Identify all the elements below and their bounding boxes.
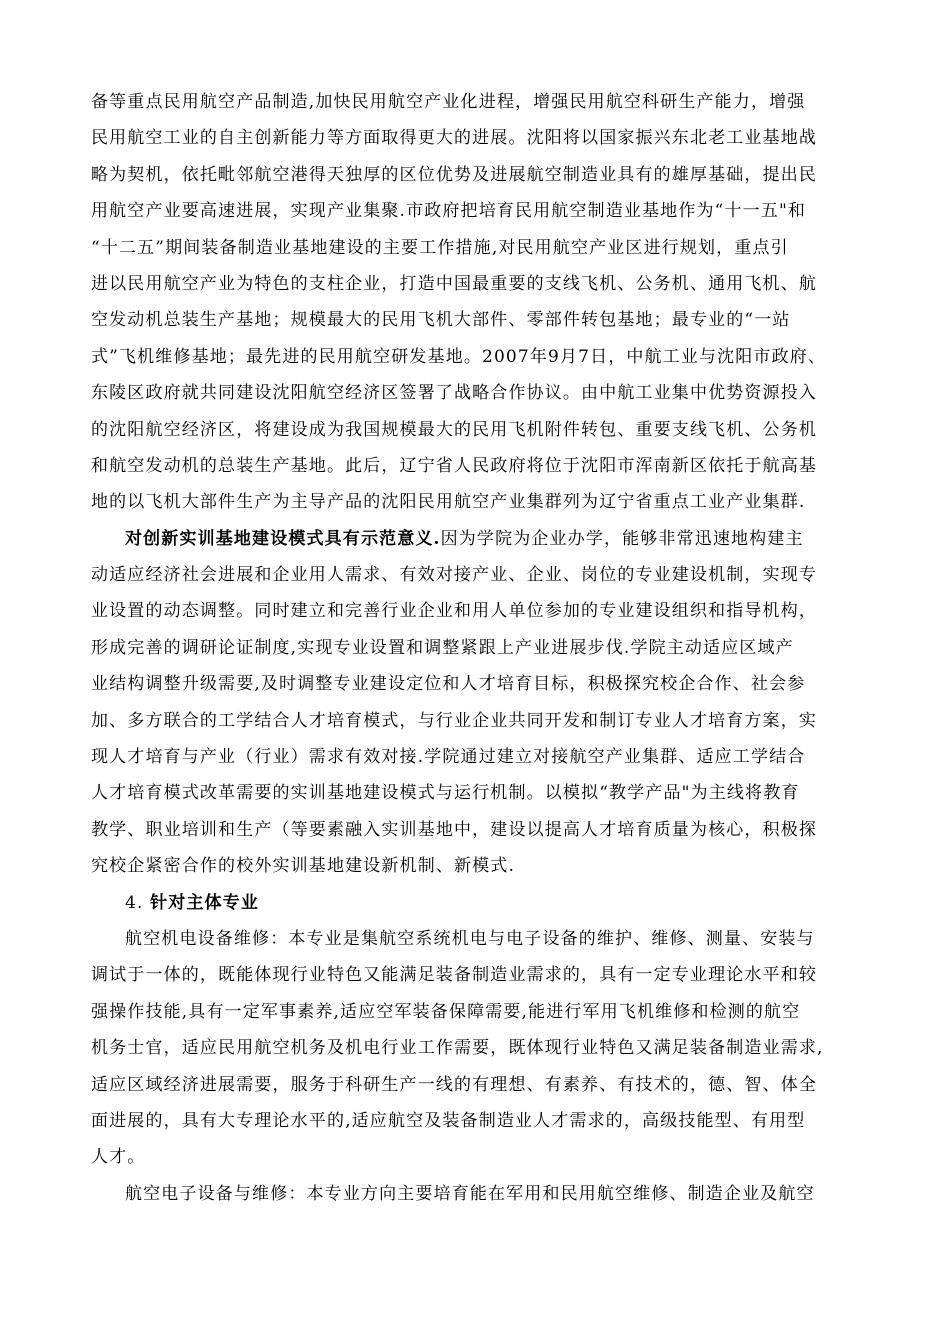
text-line: 调试于一体的，既能体现行业特色又能满足装备制造业需求的，具有一定专业理论水平和较 [91,965,817,986]
document-page [91,84,863,1212]
text-line: 式”飞机维修基地；最先进的民用航空研发基地。2007年9月7日，中航工业与沈阳市政府、 [91,346,827,367]
paragraph-heading: 对创新实训基地建设模式具有示范意义. [125,528,441,549]
text-line: 强操作技能,具有一定军事素养,适应空军装备保障需要,能进行军用飞机维修和检测的航空 [91,1001,801,1022]
text-line: 进以民用航空产业为特色的支柱企业，打造中国最重要的支线飞机、公务机、通用飞机、航 [91,273,817,294]
text-line: 业结构调整升级需要,及时调整专业建设定位和人才培育目标，积极探究校企合作、社会参 [91,674,806,695]
paragraph-civil-aviation-base [91,84,863,521]
text-line: 略为契机，依托毗邻航空港得天独厚的区位优势及进展航空制造业具有的雄厚基础，提出民 [91,164,817,185]
text-line: 空发动机总装生产基地；规模最大的民用飞机大部件、零部件转包基地；最专业的“一站 [91,310,791,331]
text-line: 现人才培育与产业（行业）需求有效对接.学院通过建立对接航空产业集群、适应工学结合 [91,747,806,768]
text-line: 地的以飞机大部件生产为主导产品的沈阳民用航空产业集群列为辽宁省重点工业产业集群. [91,492,806,513]
text-line: 机务士官，适应民用航空机务及机电行业工作需要，既体现行业特色又满足装备制造业需求, [91,1038,824,1059]
text-line: 形成完善的调研论证制度,实现专业设置和调整紧跟上产业进展步伐.学院主动适应区域产 [91,637,794,658]
text-line: 和航空发动机的总装生产基地。此后，辽宁省人民政府将位于沈阳市浑南新区依托于航高基 [91,455,817,476]
text-line: “十二五”期间装备制造业基地建设的主要工作措施,对民用航空产业区进行规划，重点引 [91,237,789,258]
paragraph-text: 因为学院为企业办学，能够非常迅速地构建主 [440,528,804,549]
paragraph-electromechanical-major [91,921,863,1176]
section-number: 4. [125,892,144,913]
text-line: 适应区域经济进展需要，服务于科研生产一线的有理想、有素养、有技术的，德、智、体全 [91,1074,817,1095]
text-line: 备等重点民用航空产品制造,加快民用航空产业化进程，增强民用航空科研生产能力，增强 [91,92,806,112]
text-line: 人才。 [91,1147,146,1168]
text-line: 航空机电设备维修：本专业是集航空系统机电与电子设备的维护、维修、测量、安装与 [125,928,815,949]
text-line: 人才培育模式改革需要的实训基地建设模式与运行机制。以模拟“教学产品"为主线将教育 [91,783,800,804]
text-line: 动适应经济社会进展和企业用人需求、有效对接产业、企业、岗位的专业建设机制，实现专 [91,565,817,586]
text-line: 航空电子设备与维修：本专业方向主要培育能在军用和民用航空维修、制造企业及航空 [125,1183,815,1204]
text-line: 教学、职业培训和生产（等要素融入实训基地中，建设以提高人才培育质量为核心，积极探 [91,819,817,840]
text-line: 民用航空工业的自主创新能力等方面取得更大的进展。沈阳将以国家振兴东北老工业基地战 [91,128,817,149]
text-line: 业设置的动态调整。同时建立和完善行业企业和用人单位参加的专业建设组织和指导机构， [91,601,817,622]
paragraph-electronic-major [91,1176,863,1212]
text-line: 用航空产业要高速进展，实现产业集聚.市政府把培育民用航空制造业基地作为“十一五"和 [91,201,807,222]
text-line: 的沈阳航空经济区，将建设成为我国规模最大的民用飞机附件转包、重要支线飞机、公务机 [91,419,817,440]
text-line [91,521,863,557]
paragraph-training-base-model [91,521,863,885]
text-line: 究校企紧密合作的校外实训基地建设新机制、新模式. [91,856,516,877]
section-title: 针对主体专业 [150,892,259,913]
text-line: 面进展的，具有大专理论水平的,适应航空及装备制造业人才需求的，高级技能型、有用型 [91,1110,806,1131]
text-line: 东陵区政府就共同建设沈阳航空经济区签署了战略合作协议。由中航工业集中优势资源投入 [91,383,817,404]
section-heading [91,885,863,921]
text-line: 加、多方联合的工学结合人才培育模式，与行业企业共同开发和制订专业人才培育方案，实 [91,710,817,731]
